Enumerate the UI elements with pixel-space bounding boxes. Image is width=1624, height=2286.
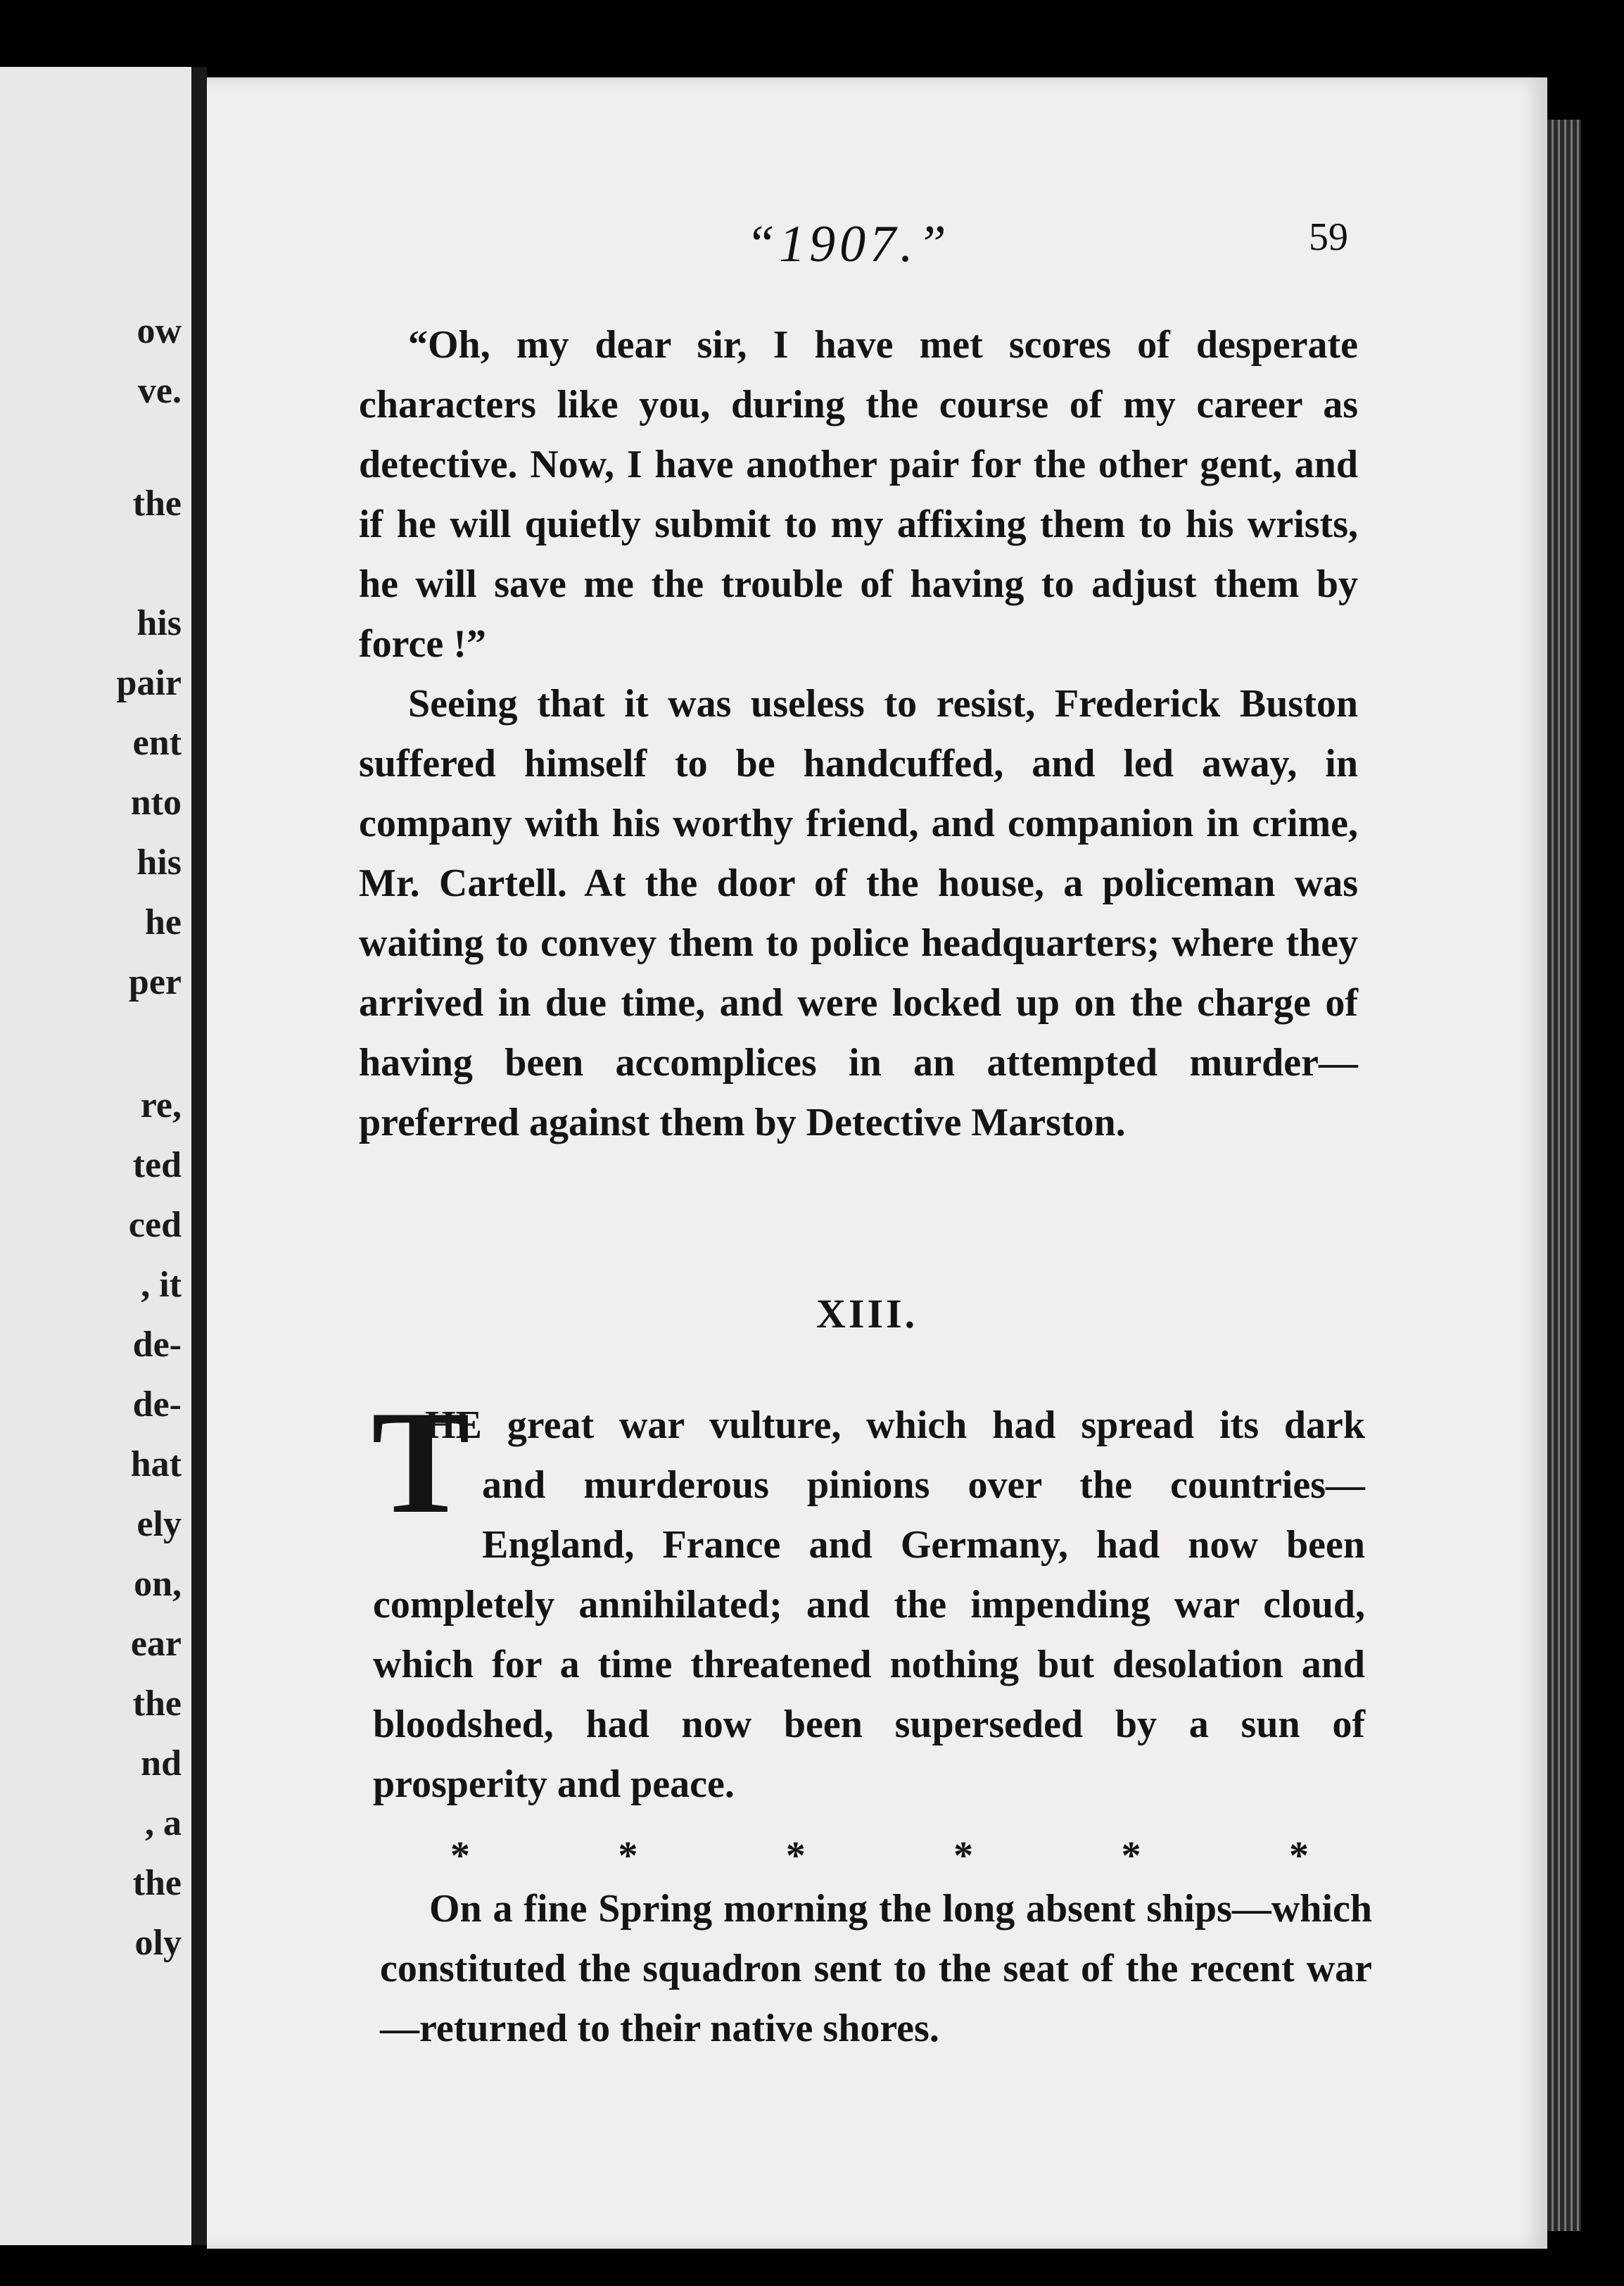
book-gutter — [191, 67, 207, 2245]
facing-page-word-fragment: ted — [132, 1145, 182, 1185]
facing-page-word-fragment: re, — [140, 1085, 182, 1125]
text-block-bottom — [380, 1879, 1372, 2059]
facing-page-word-fragment: ear — [130, 1624, 182, 1664]
facing-page-word-fragment: ely — [137, 1504, 182, 1544]
facing-page-word-fragment: the — [132, 1684, 182, 1724]
facing-page-word-fragment: ent — [132, 723, 182, 763]
page-number: 59 — [1309, 215, 1348, 259]
facing-page-word-fragment: ve. — [137, 371, 182, 411]
section-break-asterisks — [450, 1833, 1309, 1878]
facing-page-word-fragment: his — [137, 842, 182, 883]
facing-page-word-fragment: the — [132, 484, 182, 524]
page-edge-stack — [1547, 120, 1581, 2231]
text-block-chapter — [372, 1381, 1365, 1814]
asterisk-mark: * — [450, 1834, 470, 1878]
paragraph-war-continued — [373, 1455, 1365, 1814]
paragraph-war-text: and murderous pinions over the countries—England, France and Germany, had now been completely annihilated; and the impending war cloud, which for a time threatened nothing but desolation and bloodshed, had now been superseded by a sun of prosperity and peace. — [373, 1463, 1365, 1806]
facing-page-word-fragment: the — [132, 1863, 182, 1903]
facing-page-word-fragment: oly — [134, 1923, 182, 1963]
asterisk-mark: * — [618, 1834, 638, 1878]
chapter-heading: XIII. — [816, 1291, 918, 1337]
drop-cap-spacer — [373, 1455, 482, 1575]
facing-page-word-fragment: nto — [130, 783, 182, 823]
facing-page-word-fragment: on, — [134, 1564, 182, 1604]
facing-page-word-fragment: he — [145, 902, 182, 942]
asterisk-mark: * — [785, 1834, 806, 1878]
text-block-top — [359, 315, 1358, 1153]
paragraph-ships: On a fine Spring morning the long absent ships—which constituted the squadron sent to the seat of the recent war—returned to their native shores. — [380, 1887, 1372, 2050]
facing-page-word-fragment: ced — [128, 1205, 182, 1245]
facing-page-fragment — [0, 67, 191, 2245]
facing-page-word-fragment: ow — [137, 311, 182, 351]
paragraph-dialogue: “Oh, my dear sir, I have met scores of desperate characters like you, during the course of my career as detective. Now, I have another pair for the other gent, and if he will quietly submit to my affixing them to his wrists, he will save me the trouble of having to adjust them by force !” — [359, 323, 1358, 666]
facing-page-word-fragment: de- — [132, 1325, 182, 1365]
facing-page-word-fragment: his — [137, 603, 182, 643]
facing-page-word-fragment: , it — [141, 1265, 182, 1305]
facing-page-word-fragment: , a — [145, 1803, 182, 1843]
asterisk-mark: * — [953, 1834, 974, 1878]
drop-cap-letter: T — [372, 1381, 471, 1544]
running-header-title: “1907.” — [746, 215, 951, 273]
facing-page-word-fragment: pair — [116, 663, 182, 703]
facing-page-word-fragment: per — [128, 962, 182, 1002]
facing-page-word-fragment: de- — [132, 1384, 182, 1425]
paragraph-arrest: Seeing that it was useless to resist, Frederick Buston suffered himself to be handcuffed, and led away, in company with his worthy friend, and companion in crime, Mr. Cartell. At the door of the house, a policeman was waiting to convey them to police headquarters; where they arrived in due time, and were locked up on the charge of having been accomplices in an attempted murder—preferred against them by Detective Marston. — [359, 682, 1358, 1144]
facing-page-word-fragment: nd — [141, 1743, 182, 1783]
paragraph-war-first-line: HE great war vulture, which had spread its dark — [425, 1403, 1365, 1447]
asterisk-mark: * — [1121, 1834, 1141, 1878]
facing-page-word-fragment: hat — [130, 1444, 182, 1484]
asterisk-mark: * — [1288, 1834, 1309, 1878]
